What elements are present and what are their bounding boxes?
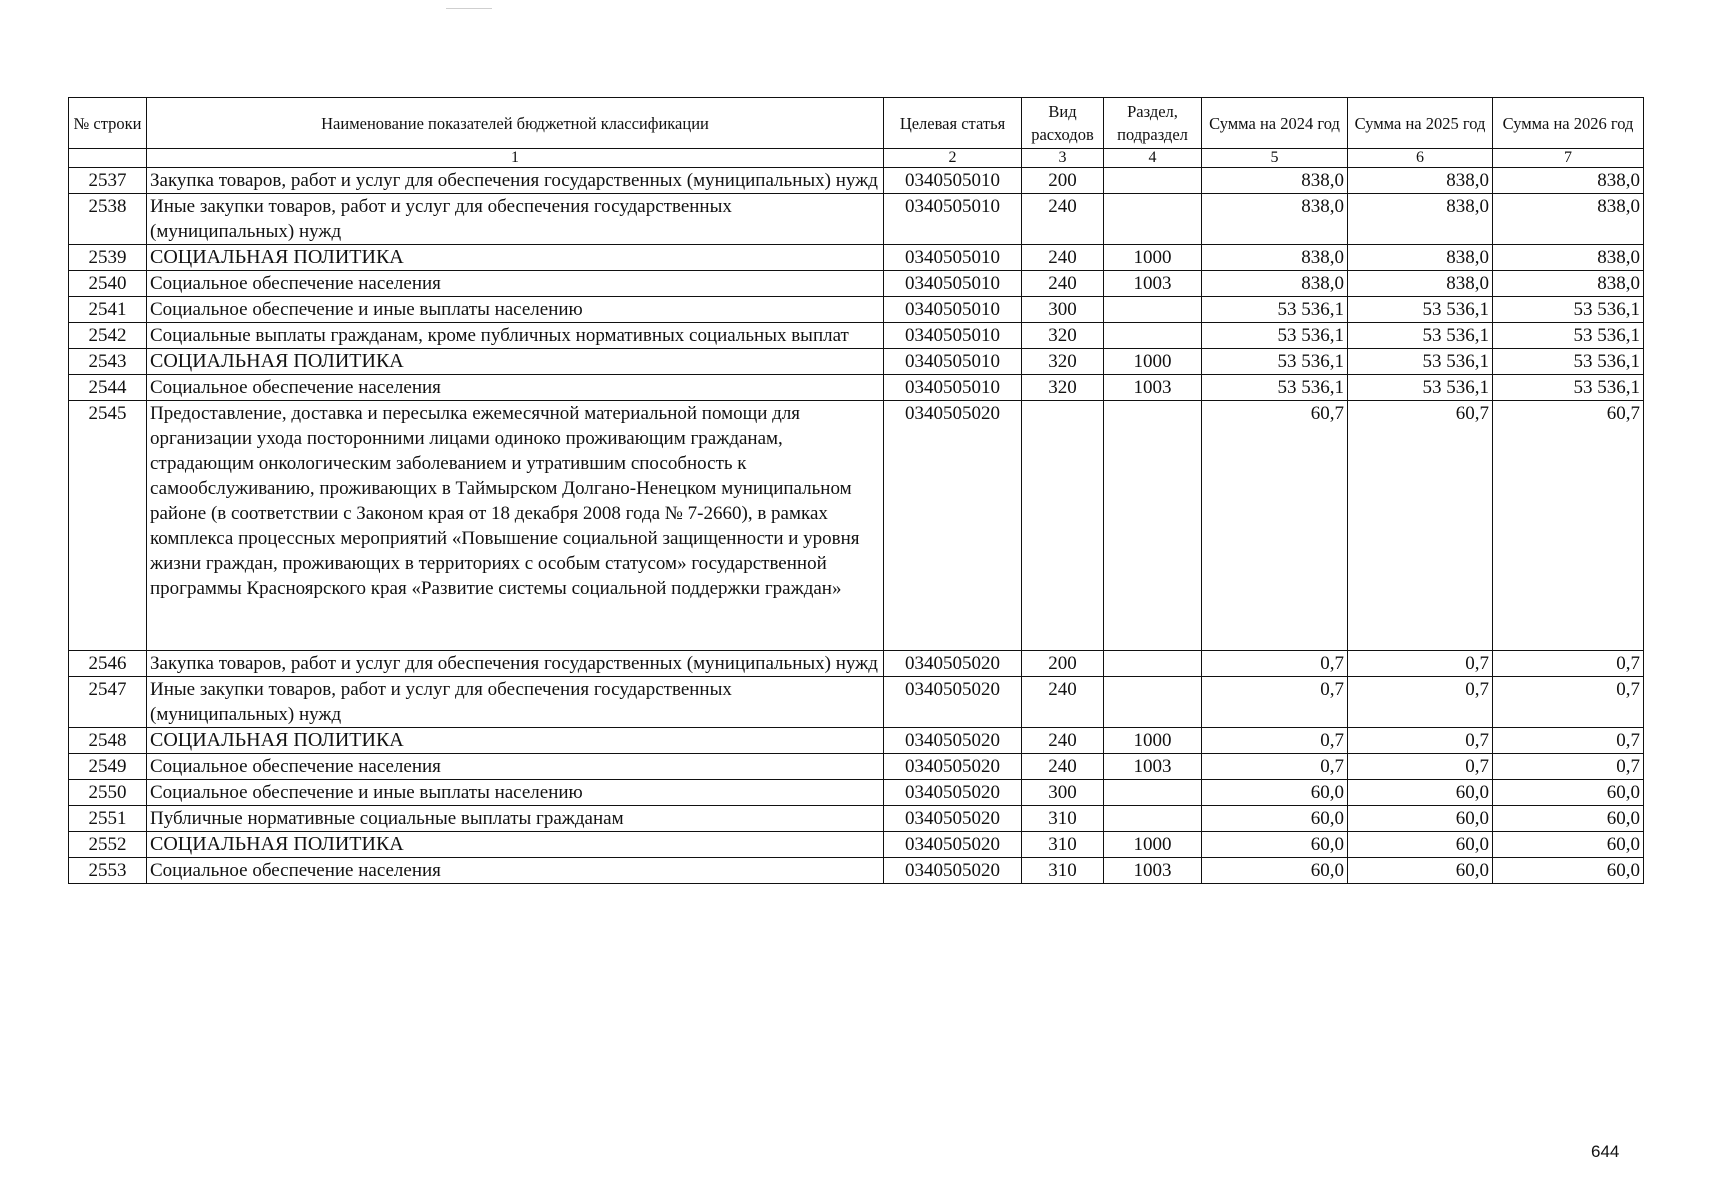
row-sum-2026: 53 536,1 bbox=[1493, 349, 1644, 375]
row-expense-type: 310 bbox=[1022, 832, 1104, 858]
header-sum-2025: Сумма на 2025 год bbox=[1348, 98, 1493, 149]
row-number: 2553 bbox=[69, 858, 147, 884]
row-sum-2024: 0,7 bbox=[1202, 754, 1348, 780]
row-target: 0340505020 bbox=[884, 401, 1022, 651]
column-number: 3 bbox=[1022, 149, 1104, 168]
row-sum-2025: 838,0 bbox=[1348, 168, 1493, 194]
row-sum-2024: 53 536,1 bbox=[1202, 323, 1348, 349]
row-section bbox=[1104, 780, 1202, 806]
row-number: 2539 bbox=[69, 245, 147, 271]
row-name: СОЦИАЛЬНАЯ ПОЛИТИКА bbox=[147, 832, 884, 858]
table-row bbox=[69, 832, 1644, 858]
row-sum-2024: 838,0 bbox=[1202, 168, 1348, 194]
row-section: 1000 bbox=[1104, 349, 1202, 375]
row-expense-type: 240 bbox=[1022, 677, 1104, 728]
row-sum-2025: 838,0 bbox=[1348, 194, 1493, 245]
row-expense-type: 240 bbox=[1022, 754, 1104, 780]
header-expense-type: Вид расходов bbox=[1022, 98, 1104, 149]
row-target: 0340505020 bbox=[884, 832, 1022, 858]
row-section: 1003 bbox=[1104, 271, 1202, 297]
row-sum-2026: 60,0 bbox=[1493, 832, 1644, 858]
row-target: 0340505010 bbox=[884, 297, 1022, 323]
row-name: Социальное обеспечение и иные выплаты населению bbox=[147, 297, 884, 323]
row-sum-2024: 60,0 bbox=[1202, 858, 1348, 884]
row-sum-2024: 838,0 bbox=[1202, 245, 1348, 271]
column-number: 4 bbox=[1104, 149, 1202, 168]
row-name: СОЦИАЛЬНАЯ ПОЛИТИКА bbox=[147, 728, 884, 754]
row-number: 2547 bbox=[69, 677, 147, 728]
row-expense-type: 310 bbox=[1022, 806, 1104, 832]
row-sum-2025: 53 536,1 bbox=[1348, 297, 1493, 323]
table-row bbox=[69, 375, 1644, 401]
row-expense-type: 320 bbox=[1022, 323, 1104, 349]
row-number: 2549 bbox=[69, 754, 147, 780]
table-row bbox=[69, 754, 1644, 780]
row-sum-2026: 60,0 bbox=[1493, 780, 1644, 806]
row-sum-2026: 838,0 bbox=[1493, 194, 1644, 245]
row-expense-type: 240 bbox=[1022, 271, 1104, 297]
row-sum-2025: 60,7 bbox=[1348, 401, 1493, 651]
row-sum-2025: 53 536,1 bbox=[1348, 349, 1493, 375]
column-number: 7 bbox=[1493, 149, 1644, 168]
row-sum-2025: 60,0 bbox=[1348, 806, 1493, 832]
row-sum-2024: 60,7 bbox=[1202, 401, 1348, 651]
row-section: 1003 bbox=[1104, 375, 1202, 401]
row-section bbox=[1104, 168, 1202, 194]
row-name: Иные закупки товаров, работ и услуг для обеспечения государственных (муниципальных) нужд bbox=[147, 194, 884, 245]
row-section: 1000 bbox=[1104, 245, 1202, 271]
row-name: Закупка товаров, работ и услуг для обеспечения государственных (муниципальных) нужд bbox=[147, 651, 884, 677]
row-expense-type bbox=[1022, 401, 1104, 651]
row-sum-2024: 0,7 bbox=[1202, 651, 1348, 677]
row-name: Социальное обеспечение населения bbox=[147, 271, 884, 297]
table-row bbox=[69, 168, 1644, 194]
column-number: 6 bbox=[1348, 149, 1493, 168]
row-sum-2025: 60,0 bbox=[1348, 832, 1493, 858]
row-target: 0340505020 bbox=[884, 754, 1022, 780]
row-name: Социальное обеспечение населения bbox=[147, 375, 884, 401]
row-target: 0340505010 bbox=[884, 271, 1022, 297]
header-row-no: № строки bbox=[69, 98, 147, 149]
row-sum-2026: 60,0 bbox=[1493, 806, 1644, 832]
row-number: 2543 bbox=[69, 349, 147, 375]
row-name: СОЦИАЛЬНАЯ ПОЛИТИКА bbox=[147, 349, 884, 375]
row-name: Социальное обеспечение и иные выплаты населению bbox=[147, 780, 884, 806]
row-expense-type: 310 bbox=[1022, 858, 1104, 884]
row-sum-2026: 53 536,1 bbox=[1493, 297, 1644, 323]
row-expense-type: 240 bbox=[1022, 245, 1104, 271]
row-number: 2537 bbox=[69, 168, 147, 194]
row-sum-2026: 838,0 bbox=[1493, 168, 1644, 194]
row-section: 1000 bbox=[1104, 832, 1202, 858]
row-sum-2024: 838,0 bbox=[1202, 271, 1348, 297]
row-section bbox=[1104, 323, 1202, 349]
row-number: 2546 bbox=[69, 651, 147, 677]
table-row bbox=[69, 401, 1644, 651]
table-row bbox=[69, 194, 1644, 245]
row-sum-2026: 53 536,1 bbox=[1493, 375, 1644, 401]
row-number: 2542 bbox=[69, 323, 147, 349]
header-name: Наименование показателей бюджетной классификации bbox=[147, 98, 884, 149]
table-row bbox=[69, 728, 1644, 754]
table-body bbox=[69, 168, 1644, 884]
row-sum-2026: 838,0 bbox=[1493, 271, 1644, 297]
page-number: 644 bbox=[1591, 1142, 1620, 1161]
table-row bbox=[69, 271, 1644, 297]
row-name: Социальное обеспечение населения bbox=[147, 754, 884, 780]
row-sum-2024: 838,0 bbox=[1202, 194, 1348, 245]
row-section bbox=[1104, 401, 1202, 651]
row-sum-2025: 53 536,1 bbox=[1348, 375, 1493, 401]
table-row bbox=[69, 245, 1644, 271]
row-expense-type: 200 bbox=[1022, 651, 1104, 677]
row-expense-type: 320 bbox=[1022, 349, 1104, 375]
row-sum-2026: 0,7 bbox=[1493, 677, 1644, 728]
row-expense-type: 240 bbox=[1022, 194, 1104, 245]
column-number: 5 bbox=[1202, 149, 1348, 168]
row-expense-type: 320 bbox=[1022, 375, 1104, 401]
table-row bbox=[69, 806, 1644, 832]
row-target: 0340505020 bbox=[884, 806, 1022, 832]
table-row bbox=[69, 323, 1644, 349]
row-number: 2540 bbox=[69, 271, 147, 297]
row-sum-2025: 60,0 bbox=[1348, 858, 1493, 884]
row-sum-2025: 0,7 bbox=[1348, 651, 1493, 677]
row-sum-2025: 838,0 bbox=[1348, 245, 1493, 271]
row-target: 0340505010 bbox=[884, 323, 1022, 349]
header-section: Раздел, подраздел bbox=[1104, 98, 1202, 149]
row-sum-2026: 53 536,1 bbox=[1493, 323, 1644, 349]
row-sum-2026: 60,0 bbox=[1493, 858, 1644, 884]
header-sum-2026: Сумма на 2026 год bbox=[1493, 98, 1644, 149]
row-section bbox=[1104, 297, 1202, 323]
table-header-row bbox=[69, 98, 1644, 149]
table-row bbox=[69, 780, 1644, 806]
scan-mark bbox=[446, 8, 492, 9]
row-target: 0340505010 bbox=[884, 194, 1022, 245]
row-sum-2026: 0,7 bbox=[1493, 728, 1644, 754]
row-sum-2025: 60,0 bbox=[1348, 780, 1493, 806]
row-sum-2024: 0,7 bbox=[1202, 728, 1348, 754]
row-sum-2024: 53 536,1 bbox=[1202, 349, 1348, 375]
row-sum-2024: 53 536,1 bbox=[1202, 375, 1348, 401]
row-number: 2552 bbox=[69, 832, 147, 858]
row-section bbox=[1104, 806, 1202, 832]
table-row bbox=[69, 651, 1644, 677]
row-name: Закупка товаров, работ и услуг для обеспечения государственных (муниципальных) нужд bbox=[147, 168, 884, 194]
row-name: СОЦИАЛЬНАЯ ПОЛИТИКА bbox=[147, 245, 884, 271]
row-name: Социальные выплаты гражданам, кроме публичных нормативных социальных выплат bbox=[147, 323, 884, 349]
row-section: 1003 bbox=[1104, 754, 1202, 780]
row-target: 0340505010 bbox=[884, 168, 1022, 194]
header-sum-2024: Сумма на 2024 год bbox=[1202, 98, 1348, 149]
row-expense-type: 300 bbox=[1022, 780, 1104, 806]
row-target: 0340505010 bbox=[884, 349, 1022, 375]
row-section bbox=[1104, 194, 1202, 245]
row-number: 2548 bbox=[69, 728, 147, 754]
row-target: 0340505020 bbox=[884, 858, 1022, 884]
row-expense-type: 240 bbox=[1022, 728, 1104, 754]
table-row bbox=[69, 858, 1644, 884]
row-target: 0340505010 bbox=[884, 375, 1022, 401]
row-number: 2541 bbox=[69, 297, 147, 323]
table-row bbox=[69, 677, 1644, 728]
row-section bbox=[1104, 651, 1202, 677]
row-sum-2024: 53 536,1 bbox=[1202, 297, 1348, 323]
table-row bbox=[69, 349, 1644, 375]
row-sum-2025: 838,0 bbox=[1348, 271, 1493, 297]
row-name: Иные закупки товаров, работ и услуг для обеспечения государственных (муниципальных) нужд bbox=[147, 677, 884, 728]
row-number: 2550 bbox=[69, 780, 147, 806]
row-expense-type: 300 bbox=[1022, 297, 1104, 323]
row-target: 0340505020 bbox=[884, 780, 1022, 806]
row-target: 0340505020 bbox=[884, 728, 1022, 754]
column-number: 1 bbox=[147, 149, 884, 168]
table-row bbox=[69, 297, 1644, 323]
budget-table bbox=[68, 97, 1644, 884]
row-sum-2024: 60,0 bbox=[1202, 806, 1348, 832]
row-name: Публичные нормативные социальные выплаты гражданам bbox=[147, 806, 884, 832]
row-sum-2025: 53 536,1 bbox=[1348, 323, 1493, 349]
row-sum-2026: 838,0 bbox=[1493, 245, 1644, 271]
row-sum-2025: 0,7 bbox=[1348, 677, 1493, 728]
row-sum-2026: 0,7 bbox=[1493, 754, 1644, 780]
column-numbers-row bbox=[69, 149, 1644, 168]
row-name: Социальное обеспечение населения bbox=[147, 858, 884, 884]
row-sum-2026: 60,7 bbox=[1493, 401, 1644, 651]
row-sum-2025: 0,7 bbox=[1348, 754, 1493, 780]
row-sum-2024: 60,0 bbox=[1202, 780, 1348, 806]
row-target: 0340505020 bbox=[884, 651, 1022, 677]
row-expense-type: 200 bbox=[1022, 168, 1104, 194]
row-number: 2544 bbox=[69, 375, 147, 401]
column-number: 2 bbox=[884, 149, 1022, 168]
row-sum-2025: 0,7 bbox=[1348, 728, 1493, 754]
row-number: 2551 bbox=[69, 806, 147, 832]
row-section: 1003 bbox=[1104, 858, 1202, 884]
row-sum-2024: 60,0 bbox=[1202, 832, 1348, 858]
header-target: Целевая статья bbox=[884, 98, 1022, 149]
row-sum-2024: 0,7 bbox=[1202, 677, 1348, 728]
row-number: 2538 bbox=[69, 194, 147, 245]
row-section bbox=[1104, 677, 1202, 728]
row-number: 2545 bbox=[69, 401, 147, 651]
row-target: 0340505010 bbox=[884, 245, 1022, 271]
row-name: Предоставление, доставка и пересылка ежемесячной материальной помощи для организации ухода посторонними лицами одиноко проживающим гражданам, страдающим онкологическим заболеванием и утратившим способность к самообслуживанию, проживающих в Таймырском Долгано-Ненецком муниципальном районе (в соответствии с Законом края от 18 декабря 2008 года № 7-2660), в рамках комплекса процессных мероприятий «Повышение социальной защищенности и уровня жизни граждан, проживающих в территориях с особым статусом» государственной программы Красноярского края «Развитие системы социальной поддержки граждан» bbox=[147, 401, 884, 651]
row-target: 0340505020 bbox=[884, 677, 1022, 728]
column-number bbox=[69, 149, 147, 168]
row-section: 1000 bbox=[1104, 728, 1202, 754]
row-sum-2026: 0,7 bbox=[1493, 651, 1644, 677]
